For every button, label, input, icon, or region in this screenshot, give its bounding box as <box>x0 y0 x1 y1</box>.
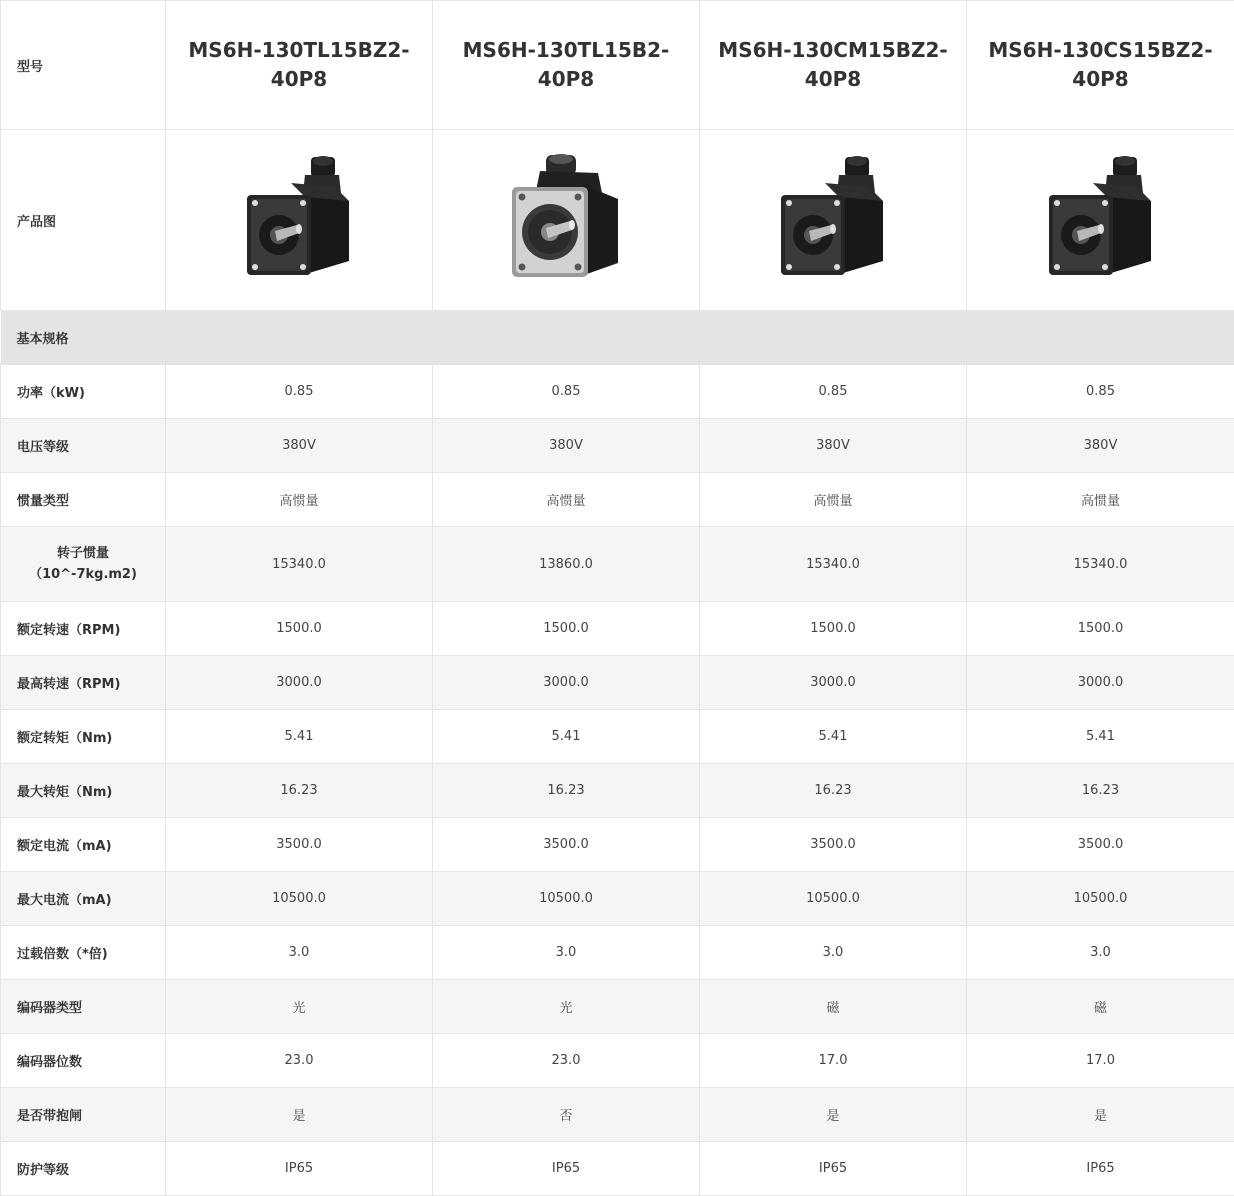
spec-row <box>1 656 1234 710</box>
spec-value: 3000.0 <box>967 656 1234 710</box>
spec-value: IP65 <box>700 1142 967 1196</box>
spec-row <box>1 1034 1234 1088</box>
spec-value: 10500.0 <box>166 872 433 926</box>
spec-value: 17.0 <box>967 1034 1234 1088</box>
spec-value: 380V <box>700 419 967 473</box>
spec-label: 惯量类型 <box>1 473 166 527</box>
spec-value: 3000.0 <box>433 656 700 710</box>
spec-value: 1500.0 <box>967 602 1234 656</box>
spec-value: 380V <box>166 419 433 473</box>
model-name: MS6H-130CM15BZ2-40P8 <box>700 1 967 130</box>
spec-value: 0.85 <box>433 365 700 419</box>
spec-value: 是 <box>166 1088 433 1142</box>
spec-value: 3.0 <box>700 926 967 980</box>
spec-value: 15340.0 <box>967 527 1234 602</box>
servo-motor-black-icon <box>773 153 893 283</box>
spec-value: IP65 <box>166 1142 433 1196</box>
spec-label: 是否带抱闸 <box>1 1088 166 1142</box>
model-name: MS6H-130CS15BZ2-40P8 <box>967 1 1234 130</box>
spec-row <box>1 710 1234 764</box>
servo-motor-black-icon <box>1041 153 1161 283</box>
spec-value: 10500.0 <box>700 872 967 926</box>
spec-value: 磁 <box>700 980 967 1034</box>
spec-value: 15340.0 <box>700 527 967 602</box>
servo-motor-black-icon <box>239 153 359 283</box>
spec-value: 15340.0 <box>166 527 433 602</box>
spec-row <box>1 602 1234 656</box>
spec-value: 3500.0 <box>433 818 700 872</box>
spec-value: 高惯量 <box>967 473 1234 527</box>
spec-row <box>1 473 1234 527</box>
spec-row <box>1 980 1234 1034</box>
product-image-label: 产品图 <box>1 130 166 311</box>
spec-value: 23.0 <box>433 1034 700 1088</box>
spec-value: 5.41 <box>700 710 967 764</box>
spec-value: 380V <box>967 419 1234 473</box>
spec-value: 10500.0 <box>967 872 1234 926</box>
spec-value: IP65 <box>967 1142 1234 1196</box>
spec-value: 16.23 <box>700 764 967 818</box>
spec-value: 5.41 <box>433 710 700 764</box>
spec-row <box>1 419 1234 473</box>
section-title: 基本规格 <box>1 311 1234 365</box>
spec-value: 3.0 <box>967 926 1234 980</box>
spec-value: IP65 <box>433 1142 700 1196</box>
model-name: MS6H-130TL15BZ2-40P8 <box>166 1 433 130</box>
model-header-row <box>1 1 1234 130</box>
spec-value: 高惯量 <box>700 473 967 527</box>
spec-value: 1500.0 <box>166 602 433 656</box>
spec-value: 13860.0 <box>433 527 700 602</box>
spec-label: 最高转速（RPM) <box>1 656 166 710</box>
product-image-cell <box>700 130 967 311</box>
spec-value: 3.0 <box>166 926 433 980</box>
spec-value: 磁 <box>967 980 1234 1034</box>
spec-label: 编码器类型 <box>1 980 166 1034</box>
spec-row <box>1 1088 1234 1142</box>
spec-label: 防护等级 <box>1 1142 166 1196</box>
spec-value: 0.85 <box>967 365 1234 419</box>
spec-label: 转子惯量（10^-7kg.m2) <box>1 527 166 602</box>
spec-value: 高惯量 <box>433 473 700 527</box>
product-image-row <box>1 130 1234 311</box>
model-label: 型号 <box>1 1 166 130</box>
spec-value: 16.23 <box>967 764 1234 818</box>
spec-row <box>1 872 1234 926</box>
spec-value: 5.41 <box>166 710 433 764</box>
spec-value: 是 <box>967 1088 1234 1142</box>
spec-label: 过载倍数（*倍) <box>1 926 166 980</box>
servo-motor-silver-icon <box>506 153 626 283</box>
model-name: MS6H-130TL15B2-40P8 <box>433 1 700 130</box>
spec-value: 3000.0 <box>166 656 433 710</box>
spec-value: 23.0 <box>166 1034 433 1088</box>
spec-label: 最大电流（mA) <box>1 872 166 926</box>
spec-label: 额定电流（mA) <box>1 818 166 872</box>
spec-label: 额定转速（RPM) <box>1 602 166 656</box>
spec-row <box>1 365 1234 419</box>
spec-value: 16.23 <box>166 764 433 818</box>
spec-value: 0.85 <box>166 365 433 419</box>
product-image-cell <box>433 130 700 311</box>
spec-value: 高惯量 <box>166 473 433 527</box>
spec-value: 3000.0 <box>700 656 967 710</box>
spec-label: 编码器位数 <box>1 1034 166 1088</box>
spec-value: 否 <box>433 1088 700 1142</box>
spec-value: 1500.0 <box>700 602 967 656</box>
spec-row <box>1 527 1234 602</box>
spec-label: 最大转矩（Nm) <box>1 764 166 818</box>
spec-value: 3.0 <box>433 926 700 980</box>
spec-value: 光 <box>166 980 433 1034</box>
product-image-cell <box>166 130 433 311</box>
spec-value: 0.85 <box>700 365 967 419</box>
spec-value: 17.0 <box>700 1034 967 1088</box>
spec-value: 是 <box>700 1088 967 1142</box>
spec-row <box>1 764 1234 818</box>
spec-row <box>1 926 1234 980</box>
spec-value: 3500.0 <box>166 818 433 872</box>
spec-row <box>1 1142 1234 1196</box>
product-image-cell <box>967 130 1234 311</box>
spec-value: 3500.0 <box>700 818 967 872</box>
spec-value: 3500.0 <box>967 818 1234 872</box>
spec-label: 功率（kW) <box>1 365 166 419</box>
spec-value: 5.41 <box>967 710 1234 764</box>
spec-value: 10500.0 <box>433 872 700 926</box>
spec-label: 额定转矩（Nm) <box>1 710 166 764</box>
spec-label: 电压等级 <box>1 419 166 473</box>
spec-value: 光 <box>433 980 700 1034</box>
spec-value: 16.23 <box>433 764 700 818</box>
spec-value: 1500.0 <box>433 602 700 656</box>
spec-row <box>1 818 1234 872</box>
section-header-row <box>1 311 1234 365</box>
spec-value: 380V <box>433 419 700 473</box>
